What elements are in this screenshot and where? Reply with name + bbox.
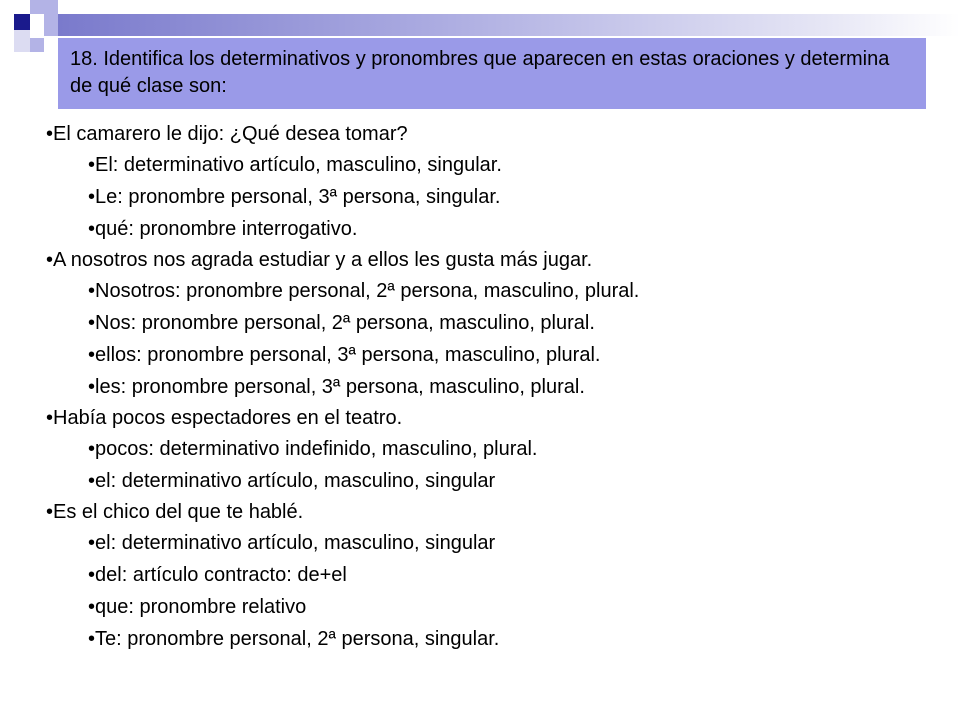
analysis-bullet: [46, 527, 926, 559]
bullet-glyph: •: [88, 312, 96, 334]
bullet-glyph: •: [88, 186, 96, 208]
bullet-glyph: •: [46, 123, 54, 145]
bullet-text: ellos: pronombre personal, 3ª persona, masculino, plural.: [95, 344, 601, 366]
decor-square-lavender: [30, 38, 44, 52]
bullet-glyph: •: [46, 249, 54, 271]
bullet-text: Nos: pronombre personal, 2ª persona, masculino, plural.: [95, 312, 595, 334]
bullet-glyph: •: [88, 564, 96, 586]
bullet-text: El camarero le dijo: ¿Qué desea tomar?: [53, 123, 408, 145]
slide-content: [46, 119, 926, 655]
analysis-bullet: [46, 339, 926, 371]
bullet-text: Nosotros: pronombre personal, 2ª persona, masculino, plural.: [95, 280, 640, 302]
bullet-glyph: •: [88, 596, 96, 618]
decor-square-pale: [14, 30, 30, 52]
bullet-glyph: •: [46, 501, 54, 523]
bullet-text: del: artículo contracto: de+el: [95, 564, 347, 586]
sentence-bullet: [46, 403, 926, 433]
bullet-text: qué: pronombre interrogativo.: [95, 218, 358, 240]
bullet-text: pocos: determinativo indefinido, masculino, plural.: [95, 438, 538, 460]
analysis-bullet: [46, 149, 926, 181]
bullet-text: Había pocos espectadores en el teatro.: [53, 407, 403, 429]
bullet-glyph: •: [88, 280, 96, 302]
bullet-text: el: determinativo artículo, masculino, singular: [95, 470, 496, 492]
bullet-glyph: •: [88, 376, 96, 398]
bullet-glyph: •: [88, 470, 96, 492]
bullet-text: A nosotros nos agrada estudiar y a ellos les gusta más jugar.: [53, 249, 593, 271]
bullet-text: Te: pronombre personal, 2ª persona, singular.: [95, 628, 500, 650]
bullet-text: El: determinativo artículo, masculino, singular.: [95, 154, 502, 176]
decor-square-navy: [14, 14, 30, 30]
analysis-bullet: [46, 559, 926, 591]
bullet-glyph: •: [46, 407, 54, 429]
bullet-glyph: •: [88, 344, 96, 366]
sentence-bullet: [46, 497, 926, 527]
bullet-text: Es el chico del que te hablé.: [53, 501, 304, 523]
bullet-glyph: •: [88, 218, 96, 240]
analysis-bullet: [46, 181, 926, 213]
bullet-text: Le: pronombre personal, 3ª persona, singular.: [95, 186, 501, 208]
analysis-bullet: [46, 307, 926, 339]
analysis-bullet: [46, 275, 926, 307]
sentence-bullet: [46, 119, 926, 149]
decor-square-lavender: [44, 0, 58, 36]
slide-title: [58, 38, 926, 109]
analysis-bullet: [46, 433, 926, 465]
bullet-text: el: determinativo artículo, masculino, singular: [95, 532, 496, 554]
decor-gradient-bar: [58, 14, 960, 36]
analysis-bullet: [46, 371, 926, 403]
bullet-glyph: •: [88, 154, 96, 176]
analysis-bullet: [46, 623, 926, 655]
bullet-glyph: •: [88, 628, 96, 650]
bullet-glyph: •: [88, 438, 96, 460]
bullet-text: les: pronombre personal, 3ª persona, masculino, plural.: [95, 376, 585, 398]
analysis-bullet: [46, 213, 926, 245]
analysis-bullet: [46, 591, 926, 623]
decor-square-lavender: [30, 0, 44, 14]
analysis-bullet: [46, 465, 926, 497]
bullet-text: que: pronombre relativo: [95, 596, 307, 618]
slide-title-text: 18. Identifica los determinativos y pronombres que aparecen en estas oraciones y determina de qué clase son:: [70, 48, 890, 97]
sentence-bullet: [46, 245, 926, 275]
bullet-glyph: •: [88, 532, 96, 554]
